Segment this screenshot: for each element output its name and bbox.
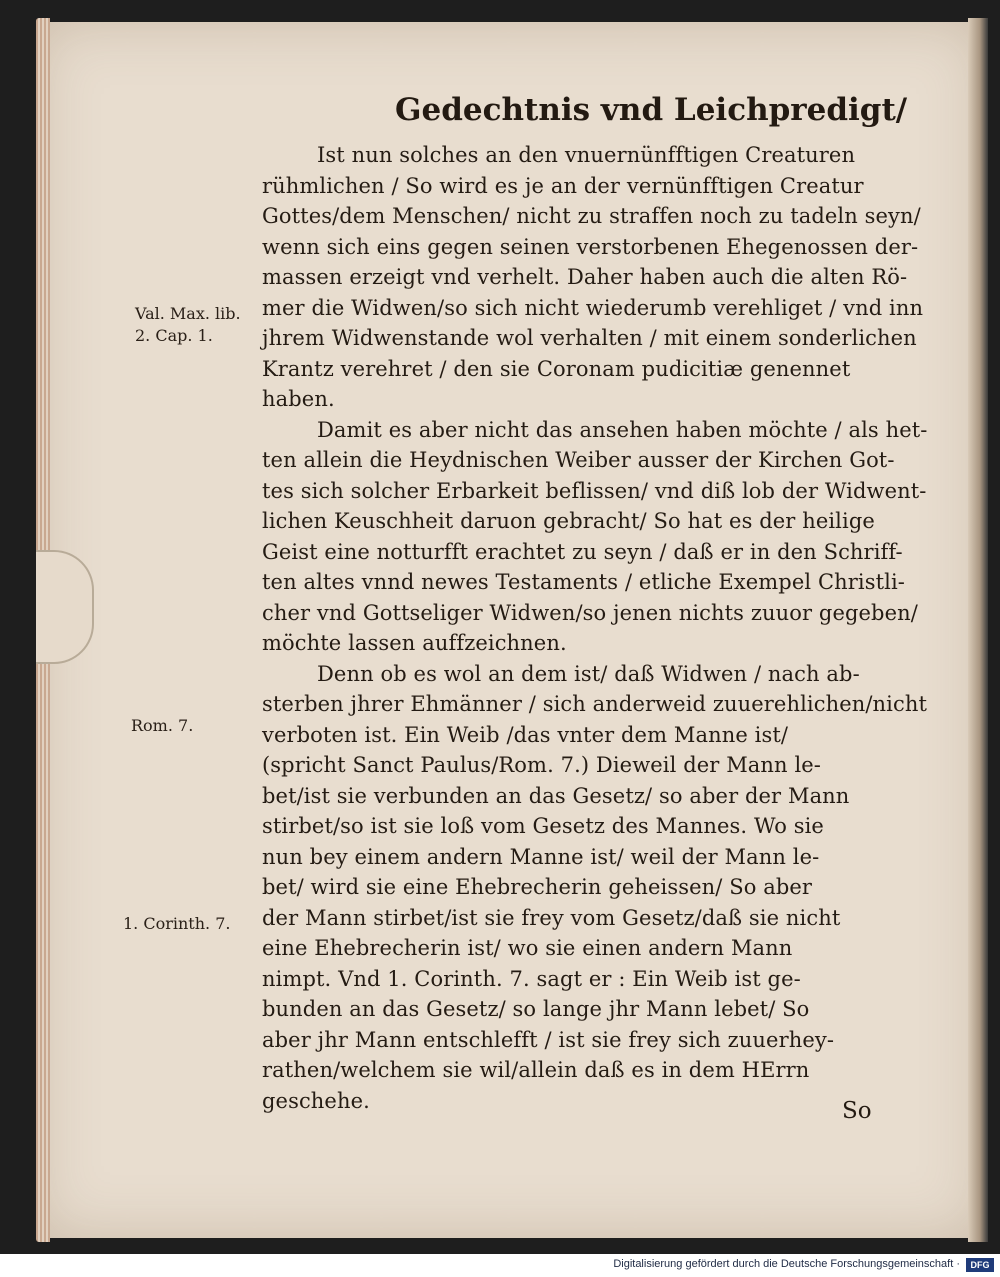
dfg-logo: DFG bbox=[966, 1258, 994, 1272]
text-line: Damit es aber nicht das ansehen haben möchte / als het- bbox=[317, 417, 928, 442]
text-line: verboten ist. Ein Weib /das vnter dem Manne ist/ bbox=[262, 722, 789, 747]
text-line: möchte lassen auffzeichnen. bbox=[262, 631, 567, 655]
body-text bbox=[262, 140, 928, 1116]
text-line: (spricht Sanct Paulus/Rom. 7.) Dieweil der Mann le- bbox=[262, 753, 821, 777]
text-line: Ist nun solches an den vnuernünfftigen Creaturen bbox=[317, 143, 856, 167]
footer-bar bbox=[0, 1254, 1000, 1277]
text-line: bet/ist sie verbunden an das Gesetz/ so aber der Mann bbox=[262, 783, 850, 808]
text-line: massen erzeigt vnd verhelt. Daher haben auch die alten Rö- bbox=[262, 265, 908, 289]
text-line: der Mann stirbet/ist sie frey vom Gesetz/daß sie nicht bbox=[262, 905, 841, 930]
text-line: sterben jhrer Ehmänner / sich anderweid zuuerehlichen/nicht bbox=[262, 692, 927, 716]
text-line: wenn sich eins gegen seinen verstorbenen Ehegenossen der- bbox=[262, 234, 919, 259]
page-heading: Gedechtnis vnd Leichpredigt/ bbox=[395, 92, 908, 128]
binding-edge-right bbox=[968, 18, 988, 1242]
text-line: Gottes/dem Menschen/ nicht zu straffen noch zu tadeln seyn/ bbox=[262, 204, 921, 228]
margin-note: Val. Max. lib. bbox=[135, 304, 241, 323]
text-line: eine Ehebrecherin ist/ wo sie einen andern Mann bbox=[262, 936, 793, 960]
text-line: cher vnd Gottseliger Widwen/so jenen nichts zuuor gegeben/ bbox=[262, 600, 918, 625]
text-line: ten allein die Heydnischen Weiber ausser der Kirchen Got- bbox=[262, 448, 895, 472]
text-line: aber jhr Mann entschlefft / ist sie frey sich zuuerhey- bbox=[262, 1027, 835, 1052]
text-line: rühmlichen / So wird es je an der vernünfftigen Creatur bbox=[262, 173, 864, 198]
margin-note: Rom. 7. bbox=[131, 716, 194, 735]
margin-note: 2. Cap. 1. bbox=[135, 326, 213, 345]
text-line: haben. bbox=[262, 387, 335, 411]
text-line: tes sich solcher Erbarkeit beflissen/ vnd diß lob der Widwent- bbox=[262, 478, 927, 503]
text-line: geschehe. bbox=[262, 1088, 370, 1113]
text-line: bet/ wird sie eine Ehebrecherin geheissen/ So aber bbox=[262, 875, 813, 899]
text-line: Geist eine notturfft erachtet zu seyn / daß er in den Schriff- bbox=[262, 539, 903, 564]
text-line: nun bey einem andern Manne ist/ weil der Mann le- bbox=[262, 844, 820, 869]
text-line: lichen Keuschheit daruon gebracht/ So hat es der heilige bbox=[262, 509, 875, 533]
footer-credit: Digitalisierung gefördert durch die Deutsche Forschungsgemeinschaft · bbox=[613, 1258, 960, 1270]
text-line: nimpt. Vnd 1. Corinth. 7. sagt er : Ein Weib ist ge- bbox=[262, 966, 801, 991]
bookmark-slip bbox=[36, 550, 94, 664]
text-line: rathen/welchem sie wil/allein daß es in dem HErrn bbox=[262, 1058, 810, 1082]
text-line: mer die Widwen/so sich nicht wiederumb verehliget / vnd inn bbox=[262, 295, 924, 320]
text-line: bunden an das Gesetz/ so lange jhr Mann lebet/ So bbox=[262, 997, 810, 1021]
margin-note: 1. Corinth. 7. bbox=[123, 914, 231, 933]
text-line: stirbet/so ist sie loß vom Gesetz des Mannes. Wo sie bbox=[262, 814, 824, 838]
text-line: jhrem Widwenstande wol verhalten / mit einem sonderlichen bbox=[262, 326, 917, 350]
catchword: So bbox=[842, 1098, 872, 1124]
text-line: Krantz verehret / den sie Coronam pudicitiæ genennet bbox=[262, 356, 851, 381]
text-line: Denn ob es wol an dem ist/ daß Widwen / nach ab- bbox=[317, 661, 860, 686]
text-line: ten altes vnnd newes Testaments / etliche Exempel Christli- bbox=[262, 570, 905, 594]
